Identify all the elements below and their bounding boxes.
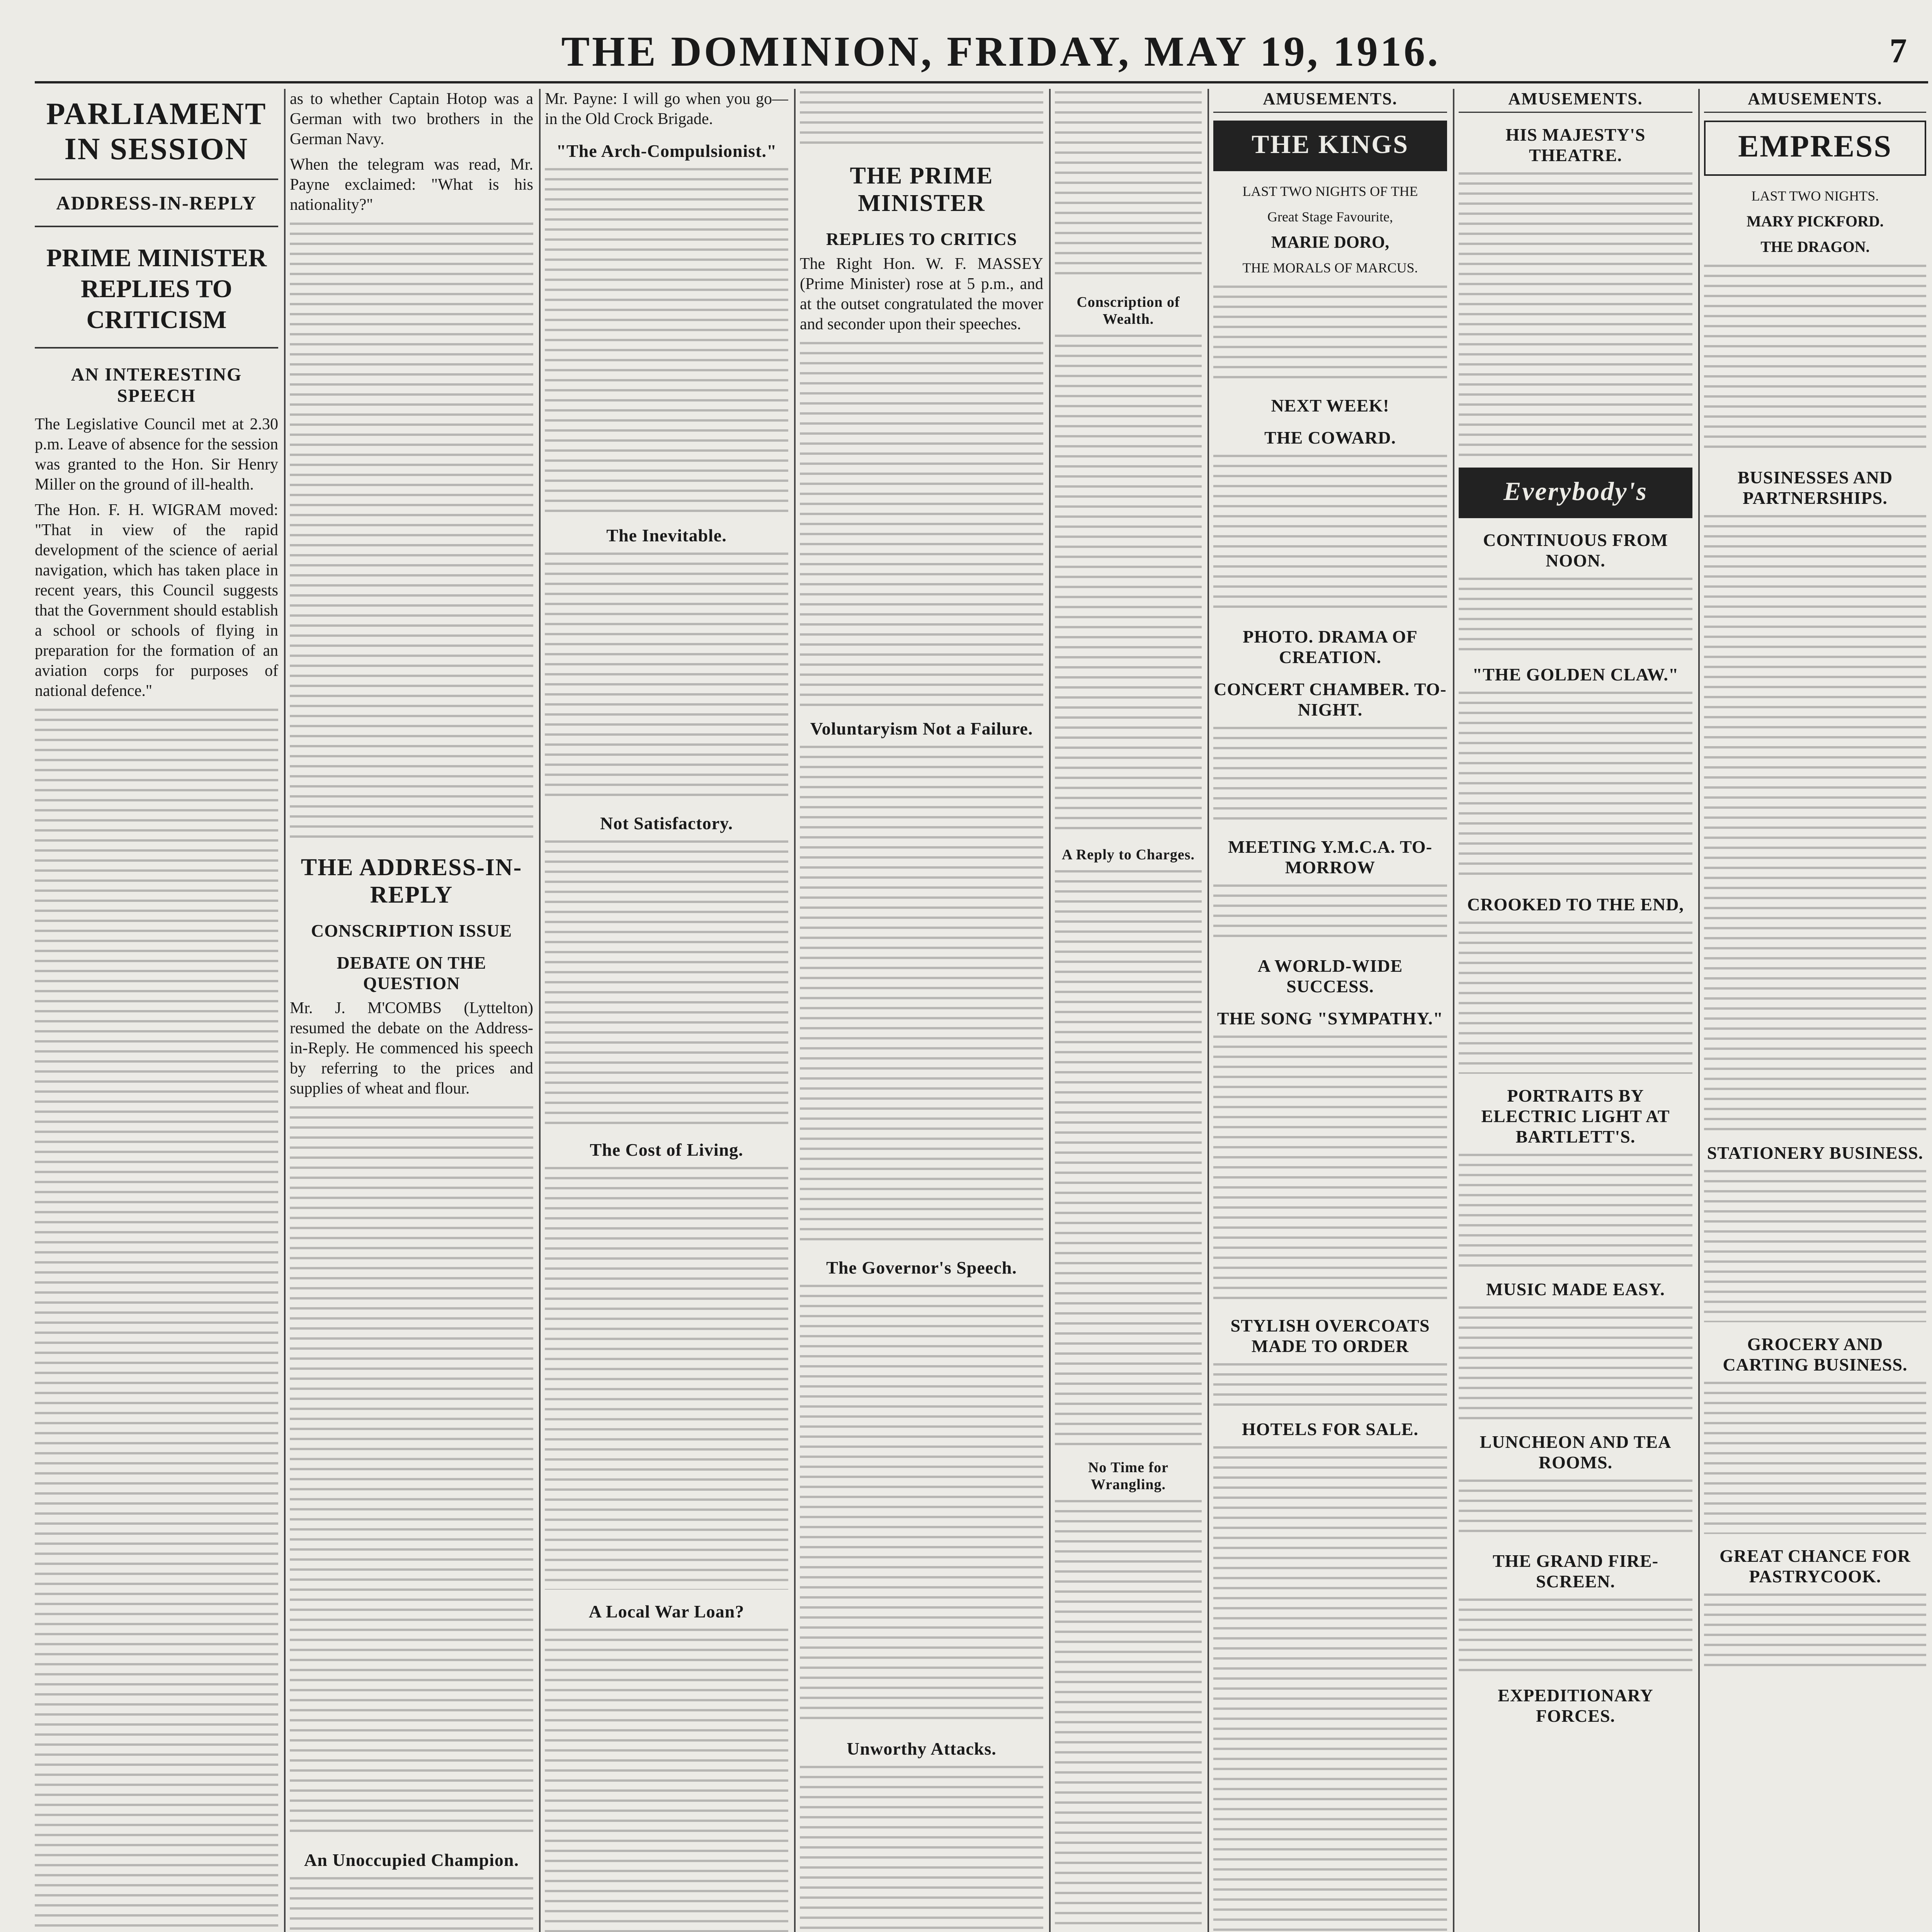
article-subheadline: AN INTERESTING SPEECH [71,364,242,406]
text-block [1459,170,1692,464]
column-rule [1208,89,1209,1932]
ad-heading: THE GRAND FIRE-SCREEN. [1492,1551,1659,1591]
column-rule [1049,89,1051,1932]
ad-heading: LUNCHEON AND TEA ROOMS. [1480,1432,1672,1472]
text-block [800,89,1043,147]
subheading: The Cost of Living. [590,1140,743,1160]
ad-heading: PHOTO. DRAMA OF CREATION. [1243,627,1418,667]
ad-heading: STATIONERY BUSINESS. [1707,1143,1923,1163]
ad-heading: MEETING Y.M.C.A. TO-MORROW [1228,837,1432,877]
amusements-column-3 [1704,89,1926,1932]
subheading: A Local War Loan? [588,1602,745,1621]
subheading: An Unoccupied Champion. [304,1850,519,1870]
ad-heading: A WORLD-WIDE SUCCESS. [1257,956,1403,996]
text-block [1213,882,1447,944]
subheading: DEBATE ON THE QUESTION [337,953,486,993]
column-4 [800,89,1043,1932]
text-block [1213,452,1447,615]
text-block [1213,1444,1447,1932]
column-heading: AMUSEMENTS. [1213,89,1447,113]
column-heading: AMUSEMENTS. [1704,89,1926,113]
ad-heading: THE COWARD. [1264,428,1396,447]
ad-heading: PORTRAITS BY ELECTRIC LIGHT AT BARTLETT'S. [1481,1086,1670,1146]
text-block [1213,1361,1447,1407]
text-block [35,706,278,1932]
column-rule [1698,89,1700,1932]
ad-line: MARIE DORO, [1271,233,1389,252]
subheading: Voluntaryism Not a Failure. [810,719,1033,738]
text-block [800,340,1043,707]
ad-heading: STYLISH OVERCOATS MADE TO ORDER [1230,1316,1430,1356]
column-rule [1453,89,1454,1932]
paragraph: Mr. Payne: I will go when you go—in the Old Crock Brigade. [545,90,788,128]
text-block [1704,513,1926,1131]
subheading: A Reply to Charges. [1061,847,1195,863]
ad-heading: CONTINUOUS FROM NOON. [1483,530,1668,570]
amusements-column-1 [1213,89,1447,1932]
column-2 [290,89,533,1932]
text-block [1213,1033,1447,1304]
text-block [1459,1151,1692,1267]
column-heading: AMUSEMENTS. [1459,89,1692,113]
subheading: REPLIES TO CRITICS [826,229,1017,249]
ad-heading: CONCERT CHAMBER. TO-NIGHT. [1214,679,1447,719]
subheading: Unworthy Attacks. [847,1739,997,1759]
headline: PARLIAMENT IN SESSION [46,97,267,166]
subheading: The Governor's Speech. [826,1258,1017,1277]
text-block [290,1104,533,1838]
ad-heading: GREAT CHANCE FOR PASTRYCOOK. [1719,1546,1911,1586]
ad-heading: HOTELS FOR SALE. [1242,1419,1418,1439]
ad-empress [1704,121,1926,176]
ad-line: Great Stage Favourite, [1267,209,1393,224]
text-block [1459,689,1692,883]
subheadline: ADDRESS-IN-REPLY [56,192,257,214]
ad-heading: "THE GOLDEN CLAW." [1472,665,1679,684]
paragraph: When the telegram was read, Mr. Payne exclaimed: "What is his nationality?" [290,156,533,214]
text-block [1459,919,1692,1074]
section-heading: THE PRIME MINISTER [850,163,993,216]
text-block [1459,575,1692,653]
ad-kings [1213,121,1447,171]
text-block [1704,262,1926,456]
ad-heading: EXPEDITIONARY FORCES. [1498,1685,1653,1726]
ad-line: LAST TWO NIGHTS. [1751,188,1879,204]
paragraph: The Legislative Council met at 2.30 p.m. Leave of absence for the session was granted to the Hon. Sir Henry Miller on the ground of ill-health. [35,415,278,493]
ad-everybodys [1459,468,1692,518]
text-block [1055,89,1202,282]
column-1 [35,89,278,1932]
ad-line: MARY PICKFORD. [1747,213,1884,230]
text-block [545,838,788,1128]
text-block [1055,332,1202,835]
subheading: Not Satisfactory. [600,813,733,833]
subheading: CONSCRIPTION ISSUE [311,921,512,940]
text-block [800,1282,1043,1727]
text-block [1213,283,1447,384]
text-block [1459,1596,1692,1673]
text-block [545,1165,788,1590]
ad-heading: THE SONG "SYMPATHY." [1217,1009,1444,1028]
text-block [545,166,788,514]
text-block [1213,724,1447,825]
text-block [1055,868,1202,1447]
amusements-column-2 [1459,89,1692,1932]
ad-line: LAST TWO NIGHTS OF THE [1242,184,1418,199]
page-number: 7 [1889,32,1907,70]
ad-line: THE DRAGON. [1760,238,1870,255]
paragraph: The Right Hon. W. F. MASSEY (Prime Minister) rose at 5 p.m., and at the outset congratulated the mover and seconder upon their speeches. [800,255,1043,333]
column-rule [794,89,796,1932]
column-rule [284,89,286,1932]
ad-heading: CROOKED TO THE END, [1467,895,1684,914]
subheading: "The Arch-Compulsionist." [556,141,777,161]
masthead [35,27,1928,83]
subheading: Conscription of Wealth. [1077,294,1180,327]
paragraph: Mr. J. M'COMBS (Lyttelton) resumed the debate on the Address-in-Reply. He commenced his speech by referring to the prices and supplies of wheat and flour. [290,999,533,1097]
ad-title: Everybody's [1503,476,1648,506]
article-headline: PRIME MINISTER REPLIES TO CRITICISM [46,244,267,334]
text-block [1704,1591,1926,1668]
ad-line: THE MORALS OF MARCUS. [1242,260,1418,276]
masthead-title: THE DOMINION, FRIDAY, MAY 19, 1916. [561,28,1440,75]
ad-heading: BUSINESSES AND PARTNERSHIPS. [1737,468,1893,508]
paragraph: The Hon. F. H. WIGRAM moved: "That in view of the rapid development of the science of aerial navigation, which has taken place in recent years, this Council suggests that the Government should establish a school or schools of flying in preparation for the formation of an aviation corps for purposes of national defence." [35,501,278,700]
text-block [800,743,1043,1246]
text-block [290,1875,533,1932]
text-block [545,550,788,801]
column-rule [539,89,541,1932]
ad-heading: MUSIC MADE EASY. [1486,1279,1665,1299]
text-block [1459,1477,1692,1539]
text-block [1704,1379,1926,1534]
column-3 [545,89,788,1932]
subheading: No Time for Wrangling. [1088,1459,1168,1493]
text-block [800,1764,1043,1932]
subheading: The Inevitable. [606,526,727,545]
text-block [290,220,533,838]
column-5 [1055,89,1202,1932]
section-heading: THE ADDRESS-IN-REPLY [301,854,522,908]
text-block [545,1626,788,1932]
text-block [1055,1498,1202,1932]
paragraph: as to whether Captain Hotop was a German with two brothers in the German Navy. [290,90,533,148]
ad-heading: HIS MAJESTY'S THEATRE. [1505,125,1646,165]
text-block [1704,1168,1926,1322]
text-block [1459,1304,1692,1420]
ad-title: THE KINGS [1252,129,1409,159]
ad-heading: NEXT WEEK! [1271,396,1389,415]
ad-heading: GROCERY AND CARTING BUSINESS. [1723,1334,1908,1374]
ad-title: EMPRESS [1738,129,1892,163]
